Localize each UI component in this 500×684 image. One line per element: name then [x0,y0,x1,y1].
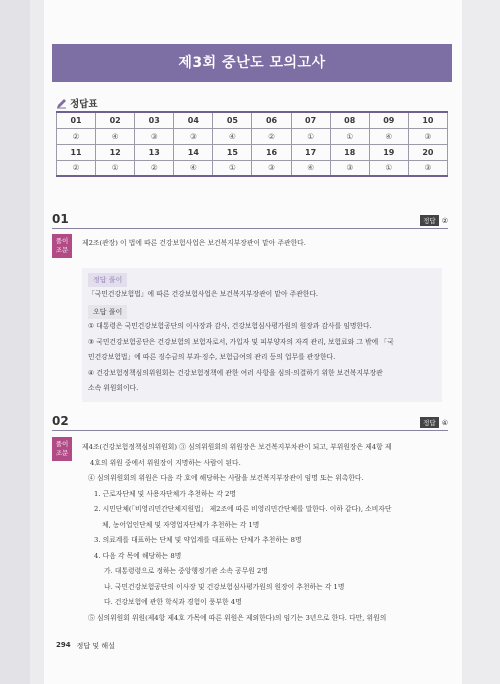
question-number: 13 [135,144,174,160]
answer-key-label: 정답표 [70,99,98,110]
question-number: 10 [408,112,447,128]
law-line: 나. 국민건강보험공단의 이사장 및 건강보험심사평가원의 원장이 추천하는 각 1명 [104,582,345,591]
law-line: 체, 농어업인단체 및 자영업자단체가 추천하는 각 1명 [102,520,260,529]
law-line: 제4조(건강보험정책심의위원회) ③ 심의위원회의 위원장은 보건복지부차관이 되고, 부위원장은 제4항 제 [82,443,392,451]
question-number: 07 [291,112,330,128]
answer-value: ③ [252,160,291,176]
answer-value: ③ [330,160,369,176]
law-label-line: 풀이 [55,237,69,245]
law-line: 4호의 위원 중에서 위원장이 지명하는 사람이 된다. [90,458,241,467]
answer-value: ③ [408,160,447,176]
law-label-line: 풀이 [55,440,69,448]
question-number: 03 [135,112,174,128]
question-answer [420,215,448,226]
question-number-01: 01 [52,212,69,226]
pencil-icon [56,98,67,109]
question-number: 17 [291,144,330,160]
law-article [82,440,391,626]
law-label-line: 조문 [55,449,69,457]
wrong-explanation-line: 민건강보험법」에 따른 징수금의 부과·징수, 보험급여의 관리 등의 업무를 관장한다. [88,353,336,361]
page-footer [56,641,115,651]
answer-key-table [56,111,448,177]
answer-row-answers [57,128,448,144]
answer-value: ③ [135,128,174,144]
question-number: 06 [252,112,291,128]
answer-value: ④ [291,160,330,176]
correct-explanation-tag: 정답 풀이 [88,273,127,287]
question-number: 12 [96,144,135,160]
answer-value: ④ [96,128,135,144]
law-line: ④ 심의위원회의 위원은 다음 각 호에 해당하는 사람을 보건복지부장관이 임명 또는 위촉한다. [88,474,364,482]
answer-value: ③ [408,128,447,144]
answer-value: ② [135,160,174,176]
question-number: 04 [174,112,213,128]
wrong-explanation-tag: 오답 풀이 [88,305,127,319]
law-label [52,234,72,258]
question-number: 02 [96,112,135,128]
question-number: 18 [330,144,369,160]
question-number: 01 [57,112,96,128]
law-article-text: 제2조(관장) 이 법에 따른 건강보험사업은 보건복지부장관이 맡아 주관한다. [82,239,306,247]
law-line: 4. 다음 각 목에 해당하는 8명 [94,551,182,560]
question-01-header [52,213,448,229]
question-number-02: 02 [52,414,69,428]
page-title: 제3회 중난도 모의고사 [52,44,452,82]
answer-value: ③ [174,128,213,144]
answer-value: ① [369,160,408,176]
answer-value: ② [57,128,96,144]
law-line: 가. 대통령령으로 정하는 중앙행정기관 소속 공무원 2명 [104,567,268,575]
wrong-explanation-line: ① 대통령은 국민건강보험공단의 이사장과 감사, 건강보험심사평가원의 원장과 감사를 임명한다. [88,322,372,330]
answer-row-numbers [57,112,448,128]
law-line: 3. 의료계를 대표하는 단체 및 약업계를 대표하는 단체가 추천하는 8명 [94,536,302,544]
question-02-header [52,415,448,431]
question-number: 16 [252,144,291,160]
answer-value: ① [213,160,252,176]
answer-value: ① [96,160,135,176]
answer-value: ④ [441,418,448,427]
law-label [52,437,72,461]
question-number: 15 [213,144,252,160]
question-number: 08 [330,112,369,128]
law-article [82,236,306,252]
question-number: 11 [57,144,96,160]
question-number: 09 [369,112,408,128]
answer-value: ② [441,216,448,225]
page-number: 294 [56,641,71,649]
law-label-line: 조문 [55,246,69,254]
answer-tag: 정답 [420,417,439,428]
answer-value: ① [291,128,330,144]
answer-value: ④ [369,128,408,144]
wrong-explanation-line: ③ 국민건강보험공단은 건강보험의 보험자로서, 가입자 및 피부양자의 자격 관리, 보험료와 그 밖에 「국 [88,337,394,346]
page-edge-left [0,0,30,684]
law-line: 1. 근로자단체 및 사용자단체가 추천하는 각 2명 [94,489,236,498]
question-number: 05 [213,112,252,128]
question-number: 19 [369,144,408,160]
question-number: 20 [408,144,447,160]
answer-value: ② [57,160,96,176]
wrong-explanation-line: 소속 위원회이다. [88,384,139,392]
law-line: ⑤ 심의위원회 위원(제4항 제4호 가목에 따른 위원은 제외한다)의 임기는 3년으로 한다. 다만, 위원의 [88,613,387,622]
answer-value: ④ [174,160,213,176]
wrong-explanation-line: ④ 건강보험정책심의위원회는 건강보험정책에 관한 여러 사항을 심의·의결하기 위한 보건복지부장관 [88,368,383,377]
law-line: 2. 시민단체(「비영리민간단체지원법」 제2조에 따른 비영리민간단체를 말한다. 이하 같다), 소비자단 [94,505,392,513]
answer-value: ② [252,128,291,144]
correct-explanation: 「국민건강보험법」에 따른 건강보험사업은 보건복지부장관이 맡아 주관한다. [88,290,319,298]
answer-row-numbers [57,144,448,160]
law-line: 다. 건강보험에 관한 학식과 경험이 풍부한 4명 [104,598,242,606]
answer-key-heading [56,96,98,110]
answer-value: ④ [213,128,252,144]
answer-value: ① [330,128,369,144]
wrong-explanation-list [88,319,394,397]
answer-row-answers [57,160,448,176]
question-answer [420,417,448,428]
question-number: 14 [174,144,213,160]
footer-section: 정답 및 해설 [76,642,115,650]
answer-tag: 정답 [420,215,439,226]
